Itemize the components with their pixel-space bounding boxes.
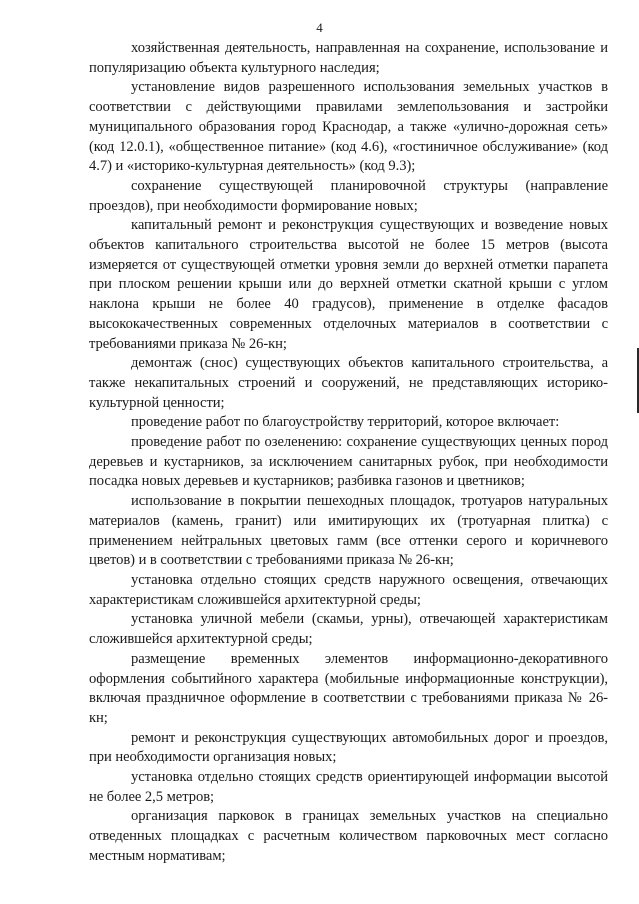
document-body [89, 39, 608, 867]
paragraph: организация парковок в границах земельных участков на специально отведенных площадках с расчетным количеством парковочных мест согласно местным нормативам; [89, 808, 608, 864]
paragraph: проведение работ по благоустройству территорий, которое включает: [131, 414, 560, 431]
paragraph: демонтаж (снос) существующих объектов капитального строительства, а также некапитальных строений и сооружений, не представляющих историко-культурной ценности; [89, 355, 608, 411]
paragraph: установка уличной мебели (скамьи, урны), отвечающей характеристикам сложившейся архитектурной среды; [89, 611, 608, 648]
paragraph: размещение временных элементов информационно-декоративного оформления событийного характера (мобильные информационные конструкции), включая праздничное оформление в соответствии с требованиями приказа № 26-кн; [89, 650, 608, 726]
paragraph: использование в покрытии пешеходных площадок, тротуаров натуральных материалов (камень, гранит) или имитирующих их (тротуарная плитка) с применением нейтральных цветовых гамм (все оттенки серого и коричневого цветов) и в соответствии с требованиями приказа № 26-кн; [89, 493, 608, 569]
paragraph: проведение работ по озеленению: сохранение существующих ценных пород деревьев и кустарников, за исключением санитарных рубок, при необходимости посадка новых деревьев и кустарников; разбивка газонов и цветников; [89, 434, 608, 490]
paragraph: сохранение существующей планировочной структуры (направление проездов), при необходимости формирование новых; [89, 177, 608, 214]
paragraph: установка отдельно стоящих средств наружного освещения, отвечающих характеристикам сложившейся архитектурной среды; [89, 571, 608, 608]
paragraph: установка отдельно стоящих средств ориентирующей информации высотой не более 2,5 метров; [89, 769, 608, 805]
paragraph: установление видов разрешенного использования земельных участков в соответствии с действующими правилами землепользования и застройки муниципального образования город Краснодар, а также «улично-дорожная сеть» (код 12.0.1), «общественное питание» (код 4.6), «гостиничное обслуживание» (код 4.7) и «историко-культурная деятельность» (код 9.3); [89, 79, 608, 175]
page-number: 4 [316, 20, 323, 35]
paragraph: ремонт и реконструкция существующих автомобильных дорог и проездов, при необходимости организация новых; [89, 729, 608, 766]
paragraph: капитальный ремонт и реконструкция существующих и возведение новых объектов капитального строительства высотой не более 15 метров (высота измеряется от существующей отметки уровня земли до верхней отметки парапета при плоском решении крыши или до верхней отметки скатной крыши с углом наклона крыши не более 40 градусов), применение в отделке фасадов высококачественных современных отделочных материалов в соответствии с требованиями приказа № 26-кн; [89, 217, 608, 352]
paragraph: хозяйственная деятельность, направленная на сохранение, использование и популяризацию объекта культурного наследия; [89, 40, 608, 76]
